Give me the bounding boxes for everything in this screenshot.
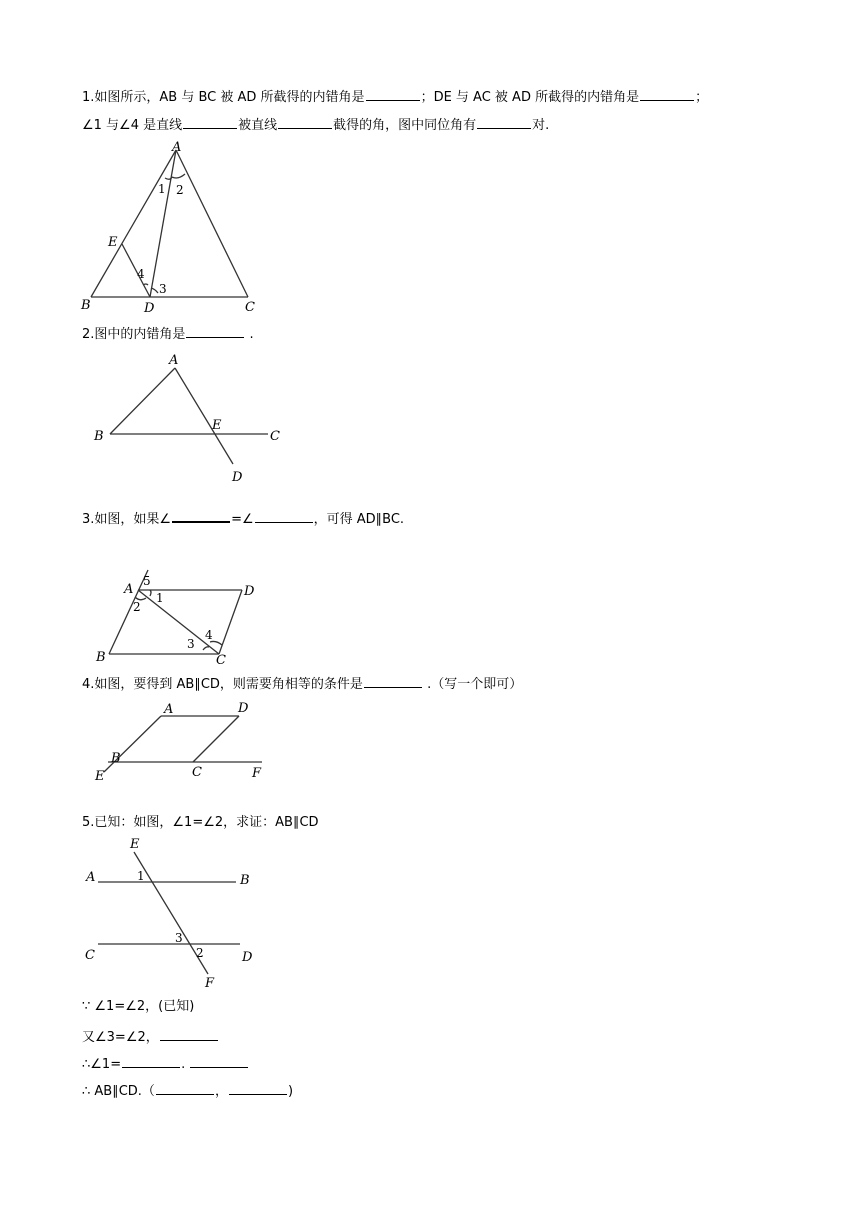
q1-text-a: 1.如图所示，AB 与 BC 被 AD 所截得的内错角是 xyxy=(82,90,365,105)
q1-text-c: ； xyxy=(695,90,709,105)
q3-label-c: C xyxy=(216,653,226,668)
q5-proof-line-4 xyxy=(82,1081,293,1101)
q1-label-d: D xyxy=(144,301,155,316)
q2-text-b: . xyxy=(245,327,254,342)
q2-blank[interactable] xyxy=(186,324,244,338)
q4-label-e: E xyxy=(95,769,105,784)
q4-text-b: .（写一个即可） xyxy=(422,677,523,692)
q1-label-3: 3 xyxy=(159,282,167,296)
q5-label-c: C xyxy=(85,948,95,963)
q5-proof4-text-c: ) xyxy=(287,1084,294,1099)
q5-proof4-text-b: ， xyxy=(214,1084,228,1099)
q3-label-3: 3 xyxy=(187,637,195,651)
q1-text-g: 对. xyxy=(532,118,550,133)
q5-label-e: E xyxy=(130,837,140,852)
q3-text-a: 3.如图，如果∠ xyxy=(82,512,172,527)
q2-segment-ab xyxy=(110,368,175,434)
q1-line1 xyxy=(82,87,708,107)
q4-text-a: 4.如图，要得到 AB∥CD，则需要角相等的条件是 xyxy=(82,677,363,692)
q5-label-2: 2 xyxy=(196,946,204,960)
q1-label-4: 4 xyxy=(137,267,145,281)
q3-angle-arc-2 xyxy=(135,597,146,600)
q4-blank[interactable] xyxy=(364,674,422,688)
q3-label-5: 5 xyxy=(143,574,151,588)
q3-segment-dc xyxy=(219,590,242,654)
q1-blank-3[interactable] xyxy=(183,115,237,129)
q3-segment-ac xyxy=(138,590,219,654)
q3-label-b: B xyxy=(96,650,106,665)
q1-segment-ad xyxy=(150,150,176,297)
q2-line xyxy=(82,324,254,344)
q3-blank-2[interactable] xyxy=(255,509,313,523)
q2-line-ad xyxy=(175,368,233,464)
q3-line xyxy=(82,508,404,529)
q1-segment-ab xyxy=(91,150,176,297)
q1-blank-1[interactable] xyxy=(366,87,420,101)
q5-blank-3[interactable] xyxy=(190,1054,248,1068)
q3-label-a: A xyxy=(124,582,134,597)
q3-label-1: 1 xyxy=(156,591,164,605)
q5-proof2-text: 又∠3=∠2， xyxy=(82,1030,159,1045)
q1-blank-2[interactable] xyxy=(640,87,694,101)
q1-blank-5[interactable] xyxy=(477,115,531,129)
q1-text-f: 截得的角，图中同位角有 xyxy=(333,118,477,133)
q2-label-d: D xyxy=(232,470,243,485)
q1-text-d: ∠1 与∠4 是直线 xyxy=(82,118,183,133)
q1-angle-arc-2 xyxy=(172,174,185,178)
q4-label-b: B xyxy=(111,751,121,766)
q3-angle-arc-4 xyxy=(210,641,222,645)
q1-segment-de xyxy=(122,244,150,297)
q5-blank-4[interactable] xyxy=(156,1081,214,1095)
q1-angle-arc-1 xyxy=(165,177,172,179)
q1-segment-ac xyxy=(176,150,248,297)
q3-text-c: ，可得 AD∥BC. xyxy=(313,512,405,527)
q3-line-ab-extended xyxy=(109,570,148,654)
q5-label-1: 1 xyxy=(137,869,145,883)
q3-label-d: D xyxy=(244,584,255,599)
q1-text-b: ；DE 与 AC 被 AD 所截得的内错角是 xyxy=(420,90,640,105)
q5-blank-1[interactable] xyxy=(160,1027,218,1041)
q3-blank-1[interactable] xyxy=(172,508,230,523)
q4-label-f: F xyxy=(252,766,262,781)
q3-label-4: 4 xyxy=(205,628,213,642)
q1-blank-4[interactable] xyxy=(278,115,332,129)
q2-text-a: 2.图中的内错角是 xyxy=(82,327,186,342)
q4-line-eba xyxy=(104,716,161,772)
q4-line xyxy=(82,674,522,694)
q1-label-2: 2 xyxy=(176,183,184,197)
q4-segment-dc xyxy=(193,716,239,762)
q2-label-c: C xyxy=(270,429,280,444)
q5-proof3-text-b: . xyxy=(181,1057,186,1072)
q5-proof3-text-a: ∴∠1= xyxy=(82,1057,122,1072)
q5-label-a: A xyxy=(86,870,96,885)
q3-label-2: 2 xyxy=(133,600,141,614)
q1-label-c: C xyxy=(245,300,255,315)
q1-label-e: E xyxy=(108,235,118,250)
q2-label-e: E xyxy=(212,418,222,433)
q5-proof-line-3 xyxy=(82,1054,249,1074)
q1-line2 xyxy=(82,115,549,135)
q1-label-1: 1 xyxy=(158,182,166,196)
q4-label-c: C xyxy=(192,765,202,780)
q3-angle-arc-1 xyxy=(150,590,151,596)
q5-label-d: D xyxy=(242,950,253,965)
q5-line-ef xyxy=(134,852,208,974)
q5-blank-2[interactable] xyxy=(122,1054,180,1068)
q1-angle-arc-3 xyxy=(151,288,158,293)
q5-proof-line-1: ∵ ∠1=∠2，(已知) xyxy=(82,999,195,1014)
q3-angle-arc-3 xyxy=(203,647,209,650)
q4-label-d: D xyxy=(238,701,249,716)
q3-text-b: =∠ xyxy=(231,512,254,527)
q2-label-a: A xyxy=(169,353,179,368)
q1-label-a: A xyxy=(172,140,182,155)
q5-label-b: B xyxy=(240,873,250,888)
q5-label-3: 3 xyxy=(175,931,183,945)
q1-angle-arc-4 xyxy=(143,284,148,285)
q4-label-a: A xyxy=(164,702,174,717)
q5-blank-5[interactable] xyxy=(229,1081,287,1095)
q5-proof-line-2 xyxy=(82,1027,219,1047)
q1-label-b: B xyxy=(81,298,91,313)
q5-statement: 5.已知：如图，∠1=∠2，求证：AB∥CD xyxy=(82,815,319,830)
q5-label-f: F xyxy=(205,976,215,991)
q1-text-e: 被直线 xyxy=(238,118,278,133)
q5-proof4-text-a: ∴ AB∥CD.（ xyxy=(82,1084,155,1099)
q2-label-b: B xyxy=(94,429,104,444)
